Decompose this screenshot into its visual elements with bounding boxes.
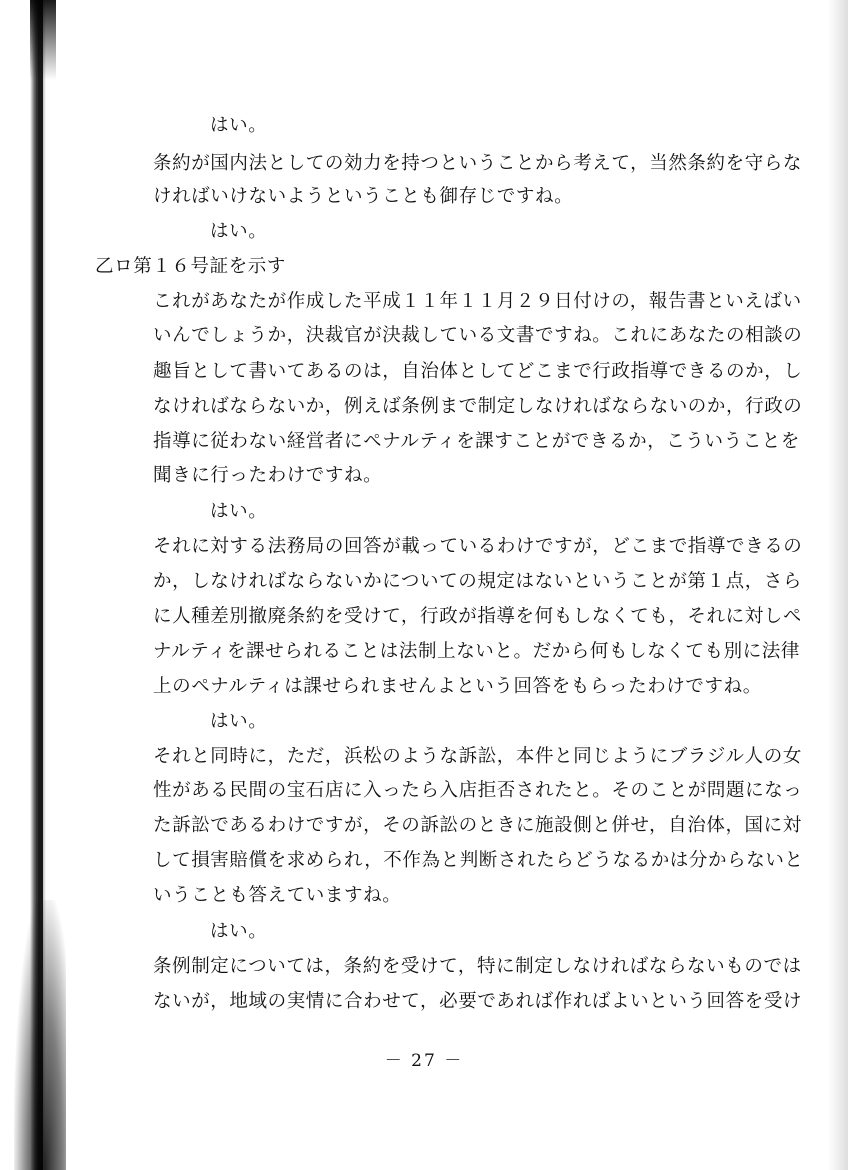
question-line: ないが，地域の実情に合わせて，必要であれば作ればよいという回答を受け bbox=[153, 991, 803, 1012]
question-line: 聞きに行ったわけですね。 bbox=[153, 465, 383, 486]
question-line: に人種差別撤廃条約を受けて，行政が指導を何もしなくても，それに対しペ bbox=[153, 606, 803, 627]
question-line: して損害賠償を求められ，不作為と判断されたらどうなるかは分からないと bbox=[153, 850, 804, 871]
question-line: いんでしょうか，決裁官が決裁している文書ですね。これにあなたの相談の bbox=[153, 325, 803, 346]
scan-binding-top bbox=[30, 0, 56, 80]
question-line: なければならないか，例えば条例まで制定しなければならないのか，行政の bbox=[153, 396, 803, 417]
answer-line: はい。 bbox=[210, 711, 268, 732]
scan-binding-bottom bbox=[14, 900, 66, 1170]
question-line: これがあなたが作成した平成１１年１１月２９日付けの，報告書といえばい bbox=[153, 291, 802, 312]
question-line: ナルティを課せられることは法制上ないと。だから何もしなくても別に法律 bbox=[153, 641, 800, 662]
exhibit-heading: 乙ロ第１６号証を示す bbox=[95, 256, 287, 277]
question-line: た訴訟であるわけですが，その訴訟のときに施設側と併せ，自治体，国に対 bbox=[153, 815, 802, 836]
answer-line: はい。 bbox=[210, 501, 268, 522]
question-line: か，しなければならないかについての規定はないということが第１点，さら bbox=[153, 571, 803, 592]
page-number: － 27 － bbox=[384, 1051, 464, 1071]
question-line: 条例制定については，条約を受けて，特に制定しなければならないものでは bbox=[153, 956, 802, 977]
question-line: 趣旨として書いてあるのは，自治体としてどこまで行政指導できるのか，し bbox=[153, 361, 803, 382]
question-line: ければいけないようということも御存じですね。 bbox=[153, 186, 574, 207]
question-line: いうことも答えていますね。 bbox=[153, 885, 402, 906]
answer-line: はい。 bbox=[210, 115, 268, 136]
question-line: それと同時に，ただ，浜松のような訴訟，本件と同じようにブラジル人の女 bbox=[153, 746, 802, 767]
question-line: それに対する法務局の回答が載っているわけですが，どこまで指導できるの bbox=[153, 536, 803, 557]
question-line: 上のペナルティは課せられませんよという回答をもらったわけですね。 bbox=[153, 676, 762, 697]
question-line: 性がある民間の宝石店に入ったら入店拒否されたと。そのことが問題になっ bbox=[153, 780, 803, 801]
scan-right-edge bbox=[828, 0, 848, 1170]
question-line: 条約が国内法としての効力を持つということから考えて，当然条約を守らな bbox=[153, 153, 803, 174]
answer-line: はい。 bbox=[210, 921, 268, 942]
question-line: 指導に従わない経営者にペナルティを課すことができるか，こういうことを bbox=[153, 431, 800, 452]
answer-line: はい。 bbox=[210, 221, 268, 242]
